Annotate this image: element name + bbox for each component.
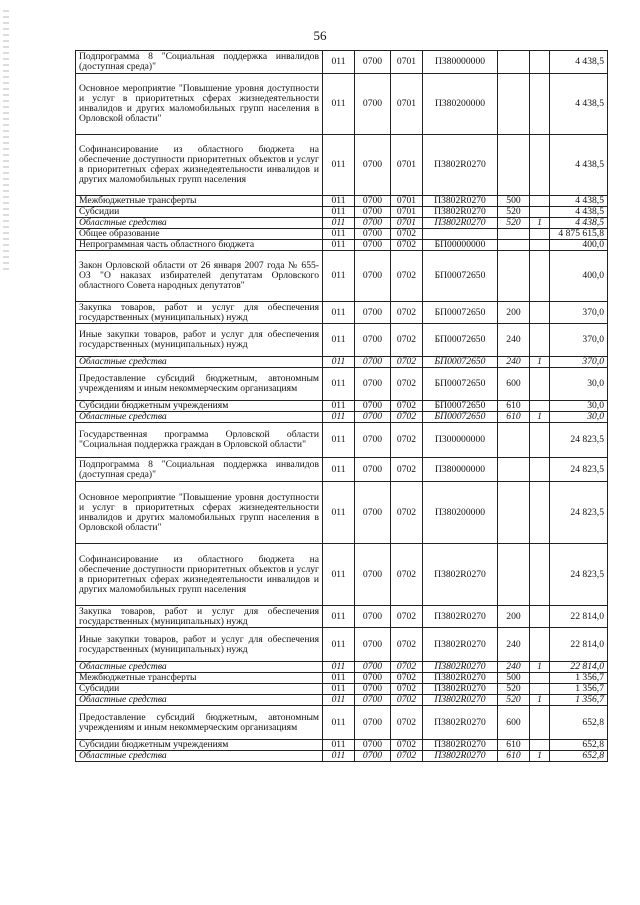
table-row (76, 412, 608, 423)
row-name-cell: Межбюджетные трансферты (76, 673, 323, 684)
expense-type-cell (498, 240, 530, 251)
target-article-cell: П3802R0270 (423, 695, 498, 706)
podrazdel-cell: 0701 (391, 74, 423, 135)
razdel-cell: 0700 (355, 482, 391, 544)
table-row (76, 673, 608, 684)
row-name-cell: Областные средства (76, 357, 323, 368)
row-name-cell: Субсидии бюджетным учреждениям (76, 740, 323, 751)
podrazdel-cell: 0701 (391, 207, 423, 218)
amount-cell: 652,8 (550, 706, 608, 740)
table-row (76, 240, 608, 251)
source-cell (530, 74, 550, 135)
amount-cell: 24 823,5 (550, 482, 608, 544)
table-row (76, 196, 608, 207)
podrazdel-cell: 0702 (391, 662, 423, 673)
expense-type-cell: 240 (498, 628, 530, 662)
podrazdel-cell: 0702 (391, 401, 423, 412)
scan-edge-mark (3, 10, 9, 270)
amount-cell: 400,0 (550, 251, 608, 302)
table-row (76, 251, 608, 302)
expense-type-cell: 520 (498, 218, 530, 229)
table-row (76, 357, 608, 368)
expense-type-cell: 240 (498, 662, 530, 673)
source-cell (530, 740, 550, 751)
razdel-cell: 0700 (355, 196, 391, 207)
target-article-cell: П3802R0270 (423, 606, 498, 628)
target-article-cell: БП00072650 (423, 251, 498, 302)
amount-cell: 4 438,5 (550, 196, 608, 207)
ved-cell: 011 (323, 251, 355, 302)
table-row (76, 229, 608, 240)
source-cell (530, 684, 550, 695)
razdel-cell: 0700 (355, 412, 391, 423)
podrazdel-cell: 0702 (391, 412, 423, 423)
razdel-cell: 0700 (355, 423, 391, 458)
source-cell (530, 251, 550, 302)
row-name-cell: Предоставление субсидий бюджетным, автономным учреждениям и иным некоммерческим организациям (76, 368, 323, 401)
amount-cell: 4 438,5 (550, 218, 608, 229)
table-row (76, 628, 608, 662)
target-article-cell: П3802R0270 (423, 662, 498, 673)
row-name-cell: Софинансирование из областного бюджета на обеспечение доступности приоритетных объектов и услуг в приоритетных сферах жизнедеятельности инвалидов и других маломобильных групп населения (76, 544, 323, 606)
podrazdel-cell: 0702 (391, 751, 423, 762)
ved-cell: 011 (323, 135, 355, 196)
razdel-cell: 0700 (355, 51, 391, 74)
row-name-cell: Областные средства (76, 412, 323, 423)
podrazdel-cell: 0702 (391, 251, 423, 302)
amount-cell: 30,0 (550, 368, 608, 401)
source-cell: 1 (530, 662, 550, 673)
row-name-cell: Субсидии (76, 207, 323, 218)
razdel-cell: 0700 (355, 751, 391, 762)
razdel-cell: 0700 (355, 368, 391, 401)
podrazdel-cell: 0701 (391, 196, 423, 207)
table-row (76, 740, 608, 751)
row-name-cell: Подпрограмма 8 "Социальная поддержка инвалидов (доступная среда)" (76, 458, 323, 482)
expense-type-cell: 200 (498, 302, 530, 324)
target-article-cell (423, 229, 498, 240)
source-cell (530, 482, 550, 544)
expense-type-cell: 500 (498, 196, 530, 207)
ved-cell: 011 (323, 706, 355, 740)
amount-cell: 24 823,5 (550, 458, 608, 482)
amount-cell: 4 438,5 (550, 207, 608, 218)
razdel-cell: 0700 (355, 458, 391, 482)
expense-type-cell: 520 (498, 684, 530, 695)
source-cell: 1 (530, 412, 550, 423)
target-article-cell: БП00072650 (423, 401, 498, 412)
podrazdel-cell: 0702 (391, 628, 423, 662)
table-row (76, 135, 608, 196)
razdel-cell: 0700 (355, 401, 391, 412)
table-row (76, 458, 608, 482)
expense-type-cell (498, 135, 530, 196)
ved-cell: 011 (323, 695, 355, 706)
podrazdel-cell: 0702 (391, 606, 423, 628)
ved-cell: 011 (323, 240, 355, 251)
row-name-cell: Иные закупки товаров, работ и услуг для обеспечения государственных (муниципальных) нужд (76, 628, 323, 662)
table-row (76, 706, 608, 740)
target-article-cell: П380000000 (423, 458, 498, 482)
row-name-cell: Межбюджетные трансферты (76, 196, 323, 207)
target-article-cell: П3802R0270 (423, 740, 498, 751)
row-name-cell: Подпрограмма 8 "Социальная поддержка инвалидов (доступная среда)" (76, 51, 323, 74)
podrazdel-cell: 0702 (391, 695, 423, 706)
expense-type-cell: 500 (498, 673, 530, 684)
razdel-cell: 0700 (355, 544, 391, 606)
razdel-cell: 0700 (355, 662, 391, 673)
ved-cell: 011 (323, 229, 355, 240)
source-cell: 1 (530, 695, 550, 706)
source-cell (530, 606, 550, 628)
ved-cell: 011 (323, 482, 355, 544)
podrazdel-cell: 0702 (391, 229, 423, 240)
razdel-cell: 0700 (355, 606, 391, 628)
razdel-cell: 0700 (355, 695, 391, 706)
razdel-cell: 0700 (355, 135, 391, 196)
expense-type-cell (498, 51, 530, 74)
source-cell (530, 423, 550, 458)
ved-cell: 011 (323, 751, 355, 762)
budget-table-body (76, 51, 608, 762)
target-article-cell: БП00072650 (423, 368, 498, 401)
row-name-cell: Общее образование (76, 229, 323, 240)
podrazdel-cell: 0702 (391, 240, 423, 251)
row-name-cell: Областные средства (76, 751, 323, 762)
ved-cell: 011 (323, 458, 355, 482)
page-number: 56 (313, 28, 327, 43)
podrazdel-cell: 0702 (391, 324, 423, 357)
podrazdel-cell: 0701 (391, 135, 423, 196)
expense-type-cell: 240 (498, 357, 530, 368)
table-row (76, 482, 608, 544)
target-article-cell: БП00072650 (423, 412, 498, 423)
target-article-cell: БП00072650 (423, 357, 498, 368)
amount-cell: 4 438,5 (550, 51, 608, 74)
podrazdel-cell: 0701 (391, 218, 423, 229)
amount-cell: 1 356,7 (550, 695, 608, 706)
source-cell (530, 135, 550, 196)
ved-cell: 011 (323, 218, 355, 229)
expense-type-cell: 610 (498, 751, 530, 762)
table-row (76, 368, 608, 401)
target-article-cell: П380000000 (423, 51, 498, 74)
target-article-cell: П3802R0270 (423, 207, 498, 218)
razdel-cell: 0700 (355, 673, 391, 684)
podrazdel-cell: 0702 (391, 544, 423, 606)
razdel-cell: 0700 (355, 324, 391, 357)
table-row (76, 324, 608, 357)
podrazdel-cell: 0702 (391, 458, 423, 482)
source-cell (530, 240, 550, 251)
target-article-cell: БП00072650 (423, 324, 498, 357)
ved-cell: 011 (323, 684, 355, 695)
ved-cell: 011 (323, 423, 355, 458)
target-article-cell: БП00000000 (423, 240, 498, 251)
amount-cell: 22 814,0 (550, 606, 608, 628)
source-cell (530, 196, 550, 207)
row-name-cell: Софинансирование из областного бюджета на обеспечение доступности приоритетных объектов и услуг в приоритетных сферах жизнедеятельности инвалидов и других маломобильных групп населения (76, 135, 323, 196)
amount-cell: 30,0 (550, 401, 608, 412)
row-name-cell: Субсидии (76, 684, 323, 695)
razdel-cell: 0700 (355, 684, 391, 695)
row-name-cell: Непрограммная часть областного бюджета (76, 240, 323, 251)
amount-cell: 4 438,5 (550, 74, 608, 135)
amount-cell: 24 823,5 (550, 423, 608, 458)
source-cell (530, 302, 550, 324)
expense-type-cell (498, 482, 530, 544)
expense-type-cell: 200 (498, 606, 530, 628)
ved-cell: 011 (323, 368, 355, 401)
source-cell (530, 544, 550, 606)
source-cell (530, 628, 550, 662)
target-article-cell: П380200000 (423, 74, 498, 135)
source-cell (530, 229, 550, 240)
expense-type-cell: 520 (498, 207, 530, 218)
ved-cell: 011 (323, 51, 355, 74)
target-article-cell: П3802R0270 (423, 684, 498, 695)
ved-cell: 011 (323, 357, 355, 368)
amount-cell: 22 814,0 (550, 662, 608, 673)
row-name-cell: Основное мероприятие "Повышение уровня доступности и услуг в приоритетных сферах жизнедеятельности инвалидов и других маломобильных групп населения в Орловской области" (76, 482, 323, 544)
table-row (76, 74, 608, 135)
target-article-cell: БП00072650 (423, 302, 498, 324)
ved-cell: 011 (323, 544, 355, 606)
expense-type-cell: 610 (498, 401, 530, 412)
amount-cell: 24 823,5 (550, 544, 608, 606)
expense-type-cell: 610 (498, 412, 530, 423)
row-name-cell: Областные средства (76, 662, 323, 673)
source-cell (530, 51, 550, 74)
podrazdel-cell: 0702 (391, 706, 423, 740)
expense-type-cell: 600 (498, 368, 530, 401)
row-name-cell: Закон Орловской области от 26 января 2007 года № 655-ОЗ "О наказах избирателей депутатам Орловского областного Совета народных депутатов" (76, 251, 323, 302)
expense-type-cell (498, 458, 530, 482)
expense-type-cell: 520 (498, 695, 530, 706)
podrazdel-cell: 0702 (391, 673, 423, 684)
podrazdel-cell: 0702 (391, 368, 423, 401)
amount-cell: 370,0 (550, 302, 608, 324)
target-article-cell: П3802R0270 (423, 196, 498, 207)
table-row (76, 207, 608, 218)
row-name-cell: Областные средства (76, 695, 323, 706)
amount-cell: 1 356,7 (550, 673, 608, 684)
target-article-cell: П3802R0270 (423, 218, 498, 229)
razdel-cell: 0700 (355, 740, 391, 751)
razdel-cell: 0700 (355, 357, 391, 368)
ved-cell: 011 (323, 302, 355, 324)
amount-cell: 1 356,7 (550, 684, 608, 695)
expense-type-cell (498, 423, 530, 458)
source-cell (530, 401, 550, 412)
ved-cell: 011 (323, 207, 355, 218)
podrazdel-cell: 0701 (391, 51, 423, 74)
target-article-cell: П3802R0270 (423, 544, 498, 606)
table-row (76, 751, 608, 762)
expense-type-cell: 240 (498, 324, 530, 357)
expense-type-cell (498, 544, 530, 606)
ved-cell: 011 (323, 412, 355, 423)
razdel-cell: 0700 (355, 229, 391, 240)
target-article-cell: П3802R0270 (423, 135, 498, 196)
amount-cell: 4 875 615,8 (550, 229, 608, 240)
table-row (76, 401, 608, 412)
ved-cell: 011 (323, 662, 355, 673)
ved-cell: 011 (323, 740, 355, 751)
amount-cell: 652,8 (550, 740, 608, 751)
expense-type-cell (498, 74, 530, 135)
ved-cell: 011 (323, 673, 355, 684)
razdel-cell: 0700 (355, 240, 391, 251)
ved-cell: 011 (323, 324, 355, 357)
target-article-cell: П380200000 (423, 482, 498, 544)
source-cell (530, 324, 550, 357)
source-cell (530, 368, 550, 401)
table-row (76, 423, 608, 458)
razdel-cell: 0700 (355, 302, 391, 324)
table-row (76, 544, 608, 606)
podrazdel-cell: 0702 (391, 482, 423, 544)
razdel-cell: 0700 (355, 706, 391, 740)
target-article-cell: П3802R0270 (423, 706, 498, 740)
podrazdel-cell: 0702 (391, 302, 423, 324)
razdel-cell: 0700 (355, 251, 391, 302)
ved-cell: 011 (323, 628, 355, 662)
podrazdel-cell: 0702 (391, 423, 423, 458)
table-row (76, 302, 608, 324)
amount-cell: 30,0 (550, 412, 608, 423)
amount-cell: 4 438,5 (550, 135, 608, 196)
target-article-cell: П3802R0270 (423, 628, 498, 662)
row-name-cell: Предоставление субсидий бюджетным, автономным учреждениям и иным некоммерческим организациям (76, 706, 323, 740)
row-name-cell: Закупка товаров, работ и услуг для обеспечения государственных (муниципальных) нужд (76, 302, 323, 324)
target-article-cell: П3802R0270 (423, 673, 498, 684)
source-cell (530, 706, 550, 740)
source-cell (530, 207, 550, 218)
amount-cell: 652,8 (550, 751, 608, 762)
table-row (76, 695, 608, 706)
amount-cell: 370,0 (550, 324, 608, 357)
amount-cell: 400,0 (550, 240, 608, 251)
expense-type-cell (498, 251, 530, 302)
row-name-cell: Закупка товаров, работ и услуг для обеспечения государственных (муниципальных) нужд (76, 606, 323, 628)
budget-table (75, 50, 608, 762)
expense-type-cell: 610 (498, 740, 530, 751)
razdel-cell: 0700 (355, 207, 391, 218)
source-cell: 1 (530, 751, 550, 762)
target-article-cell: П3802R0270 (423, 751, 498, 762)
amount-cell: 370,0 (550, 357, 608, 368)
source-cell: 1 (530, 218, 550, 229)
ved-cell: 011 (323, 606, 355, 628)
expense-type-cell (498, 229, 530, 240)
row-name-cell: Государственная программа Орловской области "Социальная поддержка граждан в Орловской области" (76, 423, 323, 458)
podrazdel-cell: 0702 (391, 684, 423, 695)
table-row (76, 684, 608, 695)
table-row (76, 606, 608, 628)
ved-cell: 011 (323, 401, 355, 412)
row-name-cell: Субсидии бюджетным учреждениям (76, 401, 323, 412)
ved-cell: 011 (323, 74, 355, 135)
source-cell (530, 458, 550, 482)
ved-cell: 011 (323, 196, 355, 207)
row-name-cell: Областные средства (76, 218, 323, 229)
podrazdel-cell: 0702 (391, 357, 423, 368)
target-article-cell: П300000000 (423, 423, 498, 458)
amount-cell: 22 814,0 (550, 628, 608, 662)
expense-type-cell: 600 (498, 706, 530, 740)
table-row (76, 218, 608, 229)
source-cell: 1 (530, 357, 550, 368)
source-cell (530, 673, 550, 684)
razdel-cell: 0700 (355, 218, 391, 229)
razdel-cell: 0700 (355, 74, 391, 135)
podrazdel-cell: 0702 (391, 740, 423, 751)
table-row (76, 51, 608, 74)
row-name-cell: Иные закупки товаров, работ и услуг для обеспечения государственных (муниципальных) нужд (76, 324, 323, 357)
table-row (76, 662, 608, 673)
row-name-cell: Основное мероприятие "Повышение уровня доступности и услуг в приоритетных сферах жизнедеятельности инвалидов и других маломобильных групп населения в Орловской области" (76, 74, 323, 135)
razdel-cell: 0700 (355, 628, 391, 662)
